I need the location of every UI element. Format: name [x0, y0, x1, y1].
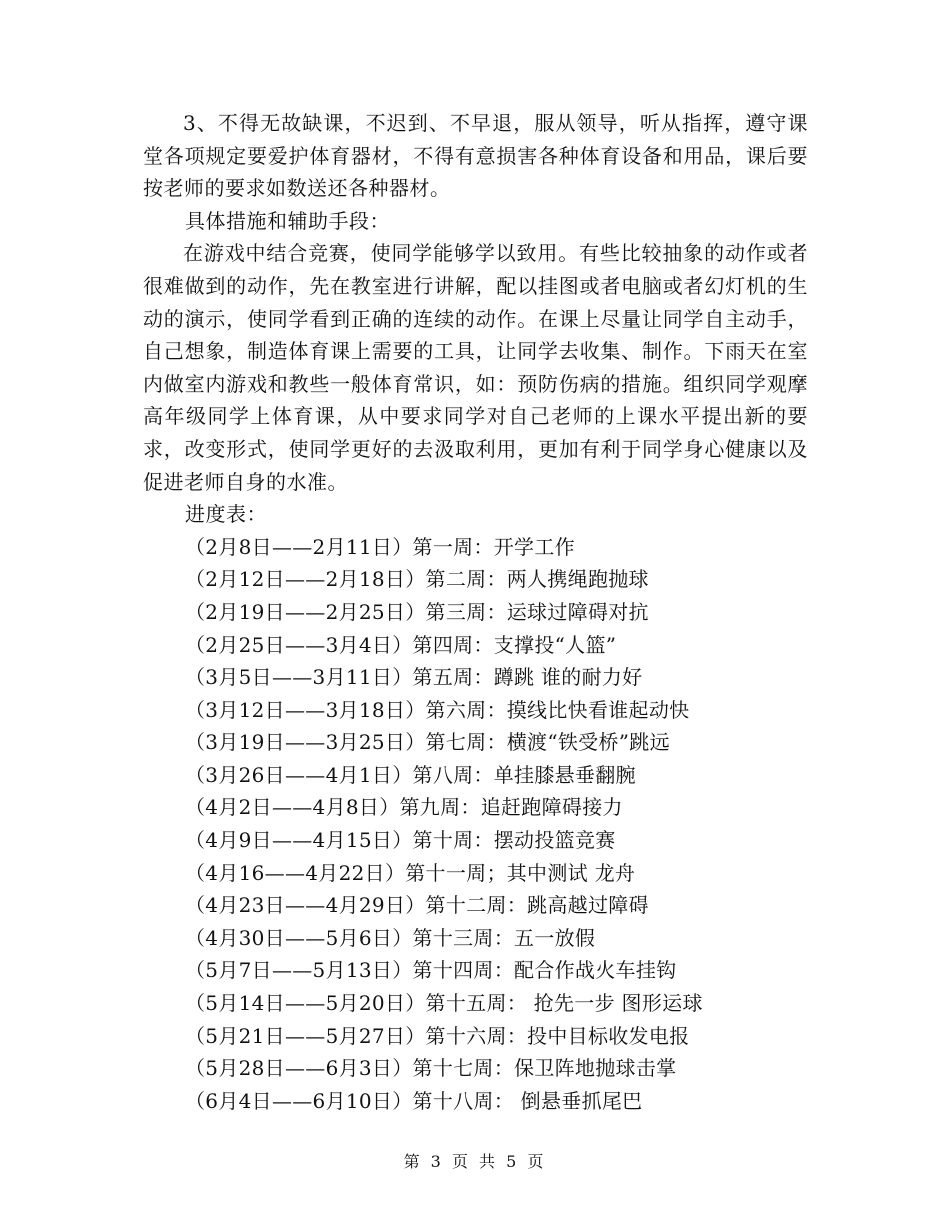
schedule-item: （4月23日——4月29日）第十二周：跳高越过障碍 — [185, 893, 649, 918]
schedule-item: （3月5日——3月11日）第五周：蹲跳 谁的耐力好 — [185, 665, 643, 690]
schedule-list — [143, 531, 808, 1118]
page-content — [143, 107, 808, 1117]
page-footer: 第 3 页 共 5 页 — [403, 1152, 547, 1171]
schedule-item: （5月21日——5月27日）第十六周：投中目标收发电报 — [185, 1023, 690, 1048]
schedule-item: （5月7日——5月13日）第十四周：配合作战火车挂钩 — [185, 958, 677, 983]
schedule-item: （5月14日——5月20日）第十五周： 抢先一步 图形运球 — [185, 991, 703, 1016]
schedule-item: （6月4日——6月10日）第十八周： 倒悬垂抓尾巴 — [185, 1088, 643, 1113]
schedule-heading: 进度表： — [185, 502, 267, 527]
schedule-item: （4月30日——5月6日）第十三周：五一放假 — [185, 925, 596, 950]
measures-paragraph: 在游戏中结合竞赛，使同学能够学以致用。有些比较抽象的动作或者很难做到的动作，先在教室进行讲解，配以挂图或者电脑或者幻灯机的生动的演示，使同学看到正确的连续的动作。在课上尽量让同学自主动手，自己想象，制造体育课上需要的工具，让同学去收集、制作。下雨天在室内做室内游戏和教些一般体育常识，如：预防伤病的措施。组织同学观摩高年级同学上体育课，从中要求同学对自己老师的上课水平提出新的要求，改变形式，使同学更好的去汲取利用，更加有利于同学身心健康以及促进老师自身的水准。 — [143, 241, 808, 494]
schedule-item: （2月25日——3月4日）第四周：支撑投“人篮” — [185, 632, 617, 657]
paragraph-rule-3: 3、不得无故缺课，不迟到、不早退，服从领导，听从指挥，遵守课堂各项规定要爱护体育器材，不得有意损害各种体育设备和用品，课后要按老师的要求如数送还各种器材。 — [143, 111, 808, 201]
schedule-item: （4月9日——4月15日）第十周：摆动投篮竞赛 — [185, 828, 616, 853]
schedule-item: （4月2日——4月8日）第九周：追赶跑障碍接力 — [185, 795, 623, 820]
measures-heading: 具体措施和辅助手段： — [185, 208, 390, 233]
schedule-item: （2月19日——2月25日）第三周：运球过障碍对抗 — [185, 599, 649, 624]
schedule-item: （3月12日——3月18日）第六周：摸线比快看谁起动快 — [185, 697, 690, 722]
schedule-item: （3月19日——3月25日）第七周：横渡“铁受桥”跳远 — [185, 730, 670, 755]
schedule-item: （3月26日——4月1日）第八周：单挂膝悬垂翻腕 — [185, 762, 636, 787]
schedule-item: （5月28日——6月3日）第十七周：保卫阵地抛球击掌 — [185, 1056, 677, 1081]
schedule-item: （4月16——4月22日）第十一周；其中测试 龙舟 — [185, 860, 636, 885]
schedule-item: （2月12日——2月18日）第二周：两人携绳跑抛球 — [185, 567, 649, 592]
schedule-item: （2月8日——2月11日）第一周：开学工作 — [185, 534, 575, 559]
